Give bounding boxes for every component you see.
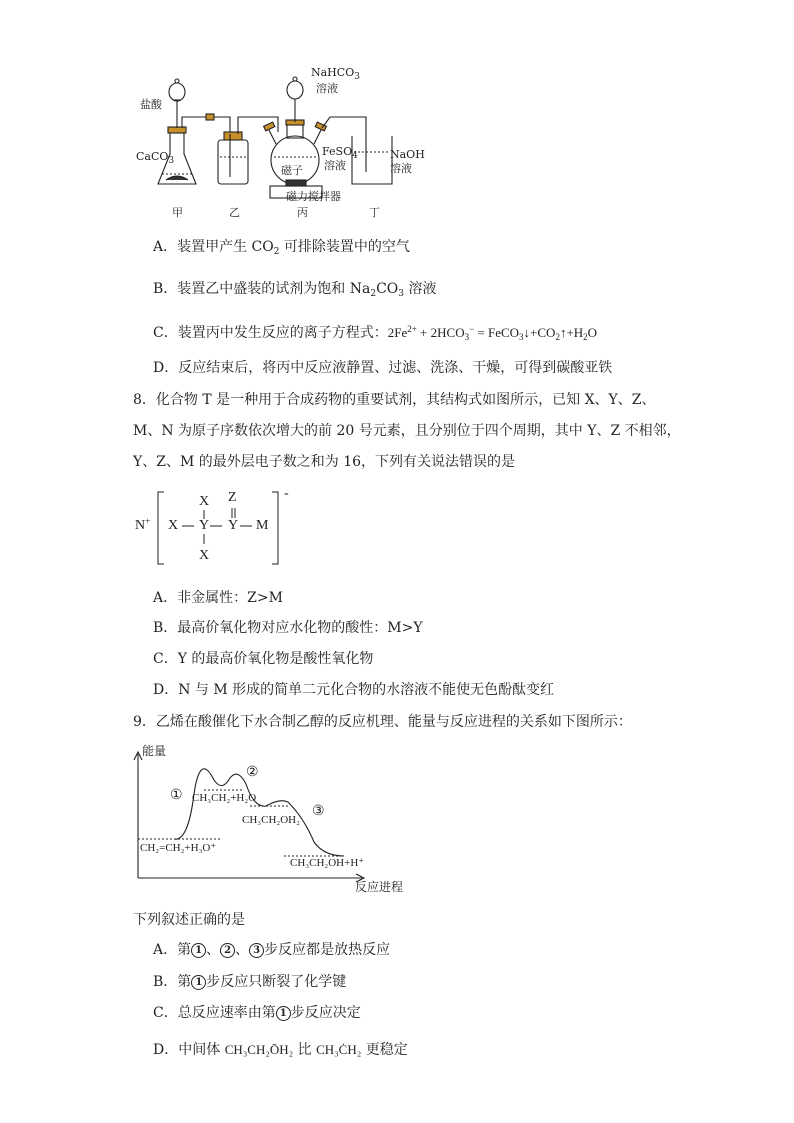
- q9-lead: 下列叙述正确的是: [133, 912, 245, 928]
- label-stirrer: 磁力搅拌器: [286, 190, 341, 203]
- q8-option-a: A．非金属性：Z>M: [153, 590, 283, 606]
- q7-option-b: B．装置乙中盛装的试剂为饱和 $Na_2CO_3$ 溶液: [153, 281, 437, 299]
- q9-option-c: C．总反应速率由第 1 步反应决定: [153, 1005, 361, 1021]
- chart-species1: CH₂=CH₂+H₃O⁺: [140, 842, 217, 854]
- chart-step1: ①: [170, 787, 183, 803]
- label-ding: 丁: [369, 206, 380, 219]
- label-caco3: CaCO$_3$: [136, 150, 175, 166]
- energy-diagram: [130, 740, 420, 900]
- chart-step2: ②: [246, 764, 259, 780]
- q9-option-b: B．第 1 步反应只断裂了化学键: [153, 974, 347, 990]
- struct-charge: -: [284, 486, 289, 501]
- struct-m: M: [256, 518, 269, 533]
- label-feso4: FeSO$_4$: [322, 145, 358, 161]
- struct-bonds: [130, 486, 300, 570]
- q8-option-d: D．N 与 M 形成的简单二元化合物的水溶液不能使无色酚酞变红: [153, 682, 555, 698]
- label-bing: 丙: [297, 206, 308, 219]
- struct-y-2: Y: [228, 518, 239, 533]
- q7-option-c: C．装置丙中发生反应的离子方程式：$2Fe^{2+} + 2HCO_3^-$ = $FeCO_3↓+CO_2↑+H_2O$: [153, 324, 598, 342]
- label-magnet: 磁子: [281, 164, 303, 177]
- chart-species3: CH₃CH₂OH₂: [242, 814, 300, 826]
- label-jia: 甲: [172, 206, 183, 219]
- q9-stem: 9．乙烯在酸催化下水合制乙醇的反应机理、能量与反应进程的关系如下图所示：: [133, 714, 632, 730]
- struct-y-1: Y: [199, 518, 210, 533]
- label-yi: 乙: [229, 206, 240, 219]
- apparatus-figure: [130, 62, 430, 222]
- q9-option-d: D．中间体 CH₃CH₂ŌH₂ 比 CH₃ĊH₂ 更稳定: [153, 1042, 408, 1058]
- chart-ylabel: 能量: [142, 744, 167, 758]
- q9-option-a: A．第 1 、 2 、 3 步反应都是放热反应: [153, 942, 391, 958]
- q7-option-d: D．反应结束后，将丙中反应液静置、过滤、洗涤、干燥，可得到碳酸亚铁: [153, 360, 613, 376]
- struct-x-left: X: [168, 518, 179, 533]
- q7-option-a: A．装置甲产生 $CO_2$ 可排除装置中的空气: [153, 239, 410, 257]
- label-hcl: 盐酸: [140, 98, 162, 111]
- struct-x-top: X: [199, 494, 210, 509]
- label-nahco3: NaHCO$_3$: [311, 66, 360, 82]
- q8-stem-line2: M、N 为原子序数依次增大的前 20 号元素，且分别位于四个周期，其中 Y、Z 不相邻，: [133, 423, 681, 439]
- q8-stem-line3: Y、Z、M 的最外层电子数之和为 16，下列有关说法错误的是: [133, 454, 516, 470]
- label-naoh: NaOH: [390, 148, 425, 161]
- q8-structure: [130, 486, 300, 570]
- struct-n: N+: [135, 516, 151, 533]
- struct-z: Z: [228, 490, 237, 505]
- chart-step3: ③: [312, 803, 325, 819]
- label-feso4-solution: 溶液: [324, 159, 346, 172]
- label-naoh-solution: 溶液: [390, 162, 412, 175]
- chart-xlabel: 反应进程: [355, 880, 404, 894]
- chart-species4: CH₃CH₂OH+H⁺: [290, 857, 365, 869]
- label-nahco3-solution: 溶液: [316, 82, 338, 95]
- struct-x-bottom: X: [199, 548, 210, 563]
- q8-stem-line1: 8．化合物 T 是一种用于合成药物的重要试剂，其结构式如图所示，已知 X、Y、Z、: [133, 392, 656, 408]
- q8-option-b: B．最高价氧化物对应水化物的酸性：M>Y: [153, 620, 423, 636]
- q8-option-c: C．Y 的最高价氧化物是酸性氧化物: [153, 651, 374, 667]
- chart-species2: CH₃CH₂+H₂O: [192, 792, 257, 804]
